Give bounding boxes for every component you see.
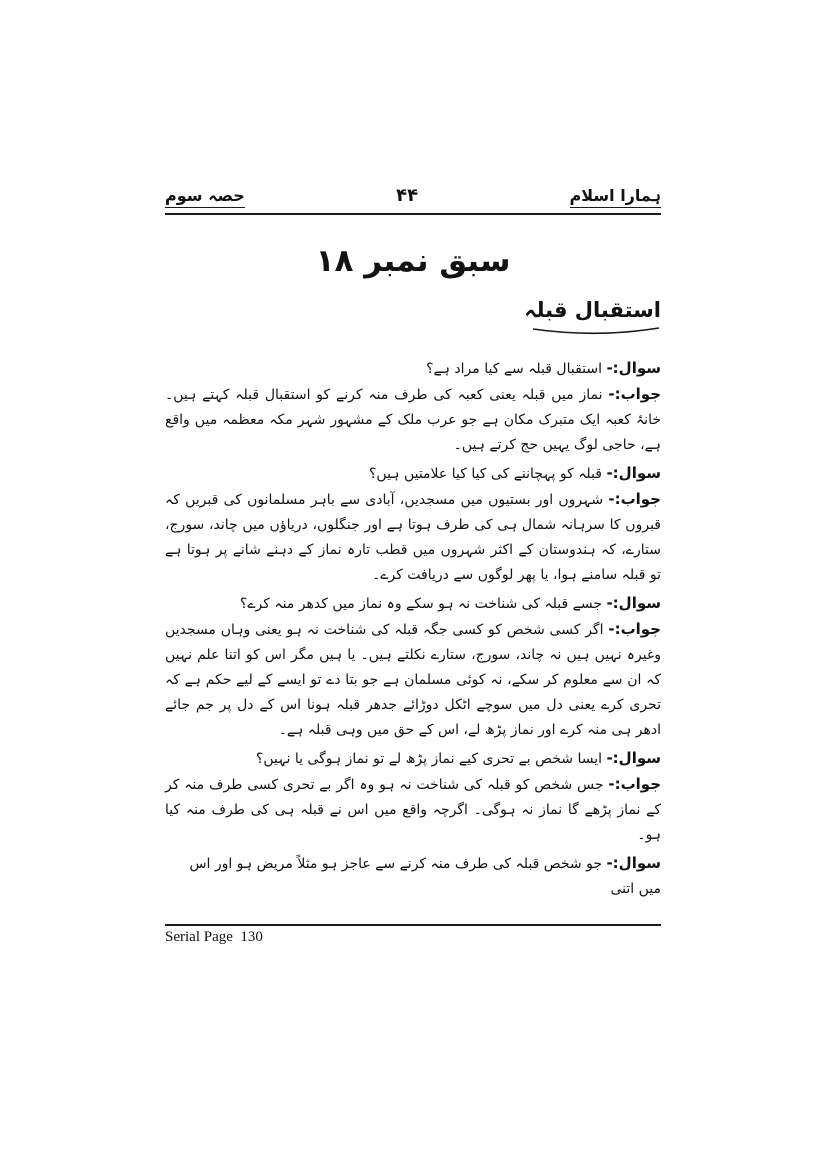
answer-label: جواب:- [608, 489, 661, 508]
question-label: سوال:- [606, 748, 661, 767]
question-text: قبلہ کو پہچاننے کی کیا کیا علامتیں ہیں؟ [368, 465, 602, 482]
question-line [165, 746, 661, 772]
running-header [165, 186, 661, 215]
answer-text: شہروں اور بستیوں میں مسجدیں، آبادی سے باہر مسلمانوں کی قبریں کہ قبروں کا سرہانہ شمال ہی کی طرف ہوتا ہے اور جنگلوں، دریاؤں میں چاند، سورج، ستارے، کہ ہندوستان کے اکثر شہروں میں قطب تارہ نماز کے دہنے شانے پر ہوتا ہے تو قبلہ سامنے ہوا، یا پھر لوگوں سے دریافت کرے۔ [165, 491, 661, 583]
question-label: سوال:- [606, 853, 661, 872]
answer-text: اگر کسی شخص کو کسی جگہ قبلہ کی شناخت نہ ہو یعنی وہاں مسجدیں وغیرہ نہیں ہیں نہ چاند، سورج، ستارے نکلتے ہیں۔ یا ہیں مگر اس کو اتنا علم نہیں کہ ان سے معلوم کر سکے، نہ کوئی مسلمان ہے جو بتا دے تو ایسے کے لیے حکم ہے کہ تحری کرے یعنی دل میں سوچے اٹکل دوڑائے جدھر قبلہ ہونا اس کے دل پر جم جائے ادھر ہی منہ کرے اور نماز پڑھ لے، اس کے حق میں وہی قبلہ ہے۔ [165, 621, 661, 738]
answer-paragraph [165, 382, 661, 458]
serial-page-footer: Serial Page 130 [165, 924, 661, 946]
lesson-body [165, 356, 661, 916]
question-line [165, 591, 661, 617]
question-label: سوال:- [606, 463, 661, 482]
answer-label: جواب:- [608, 384, 662, 403]
lesson-title: سبق نمبر ۱۸ [315, 243, 511, 279]
question-text: ایسا شخص بے تحری کیے نماز پڑھ لے تو نماز ہوگی یا نہیں؟ [255, 750, 602, 767]
answer-paragraph [165, 772, 661, 848]
question-line [165, 461, 661, 487]
answer-label: جواب:- [608, 774, 662, 793]
subtitle-flourish-underline [531, 326, 661, 336]
question-text: جو شخص قبلہ کی طرف منہ کرنے سے عاجز ہو مثلاً مریض ہو اور اس میں اتنی [189, 855, 661, 897]
question-text: جسے قبلہ کی شناخت نہ ہو سکے وہ نماز میں کدھر منہ کرے؟ [239, 595, 602, 612]
question-line [165, 356, 661, 382]
answer-paragraph [165, 487, 661, 588]
question-label: سوال:- [606, 593, 661, 612]
lesson-subtitle: استقبال قبلہ [524, 298, 661, 323]
header-part-label: حصہ سوم [165, 186, 245, 208]
header-book-title: ہمارا اسلام [570, 186, 661, 208]
answer-paragraph [165, 617, 661, 743]
lesson-subtitle-block [524, 297, 661, 335]
answer-text: نماز میں قبلہ یعنی کعبہ کی طرف منہ کرنے کو استقبال قبلہ کہتے ہیں۔ خانۂ کعبہ ایک متبرک مکان ہے جو عرب ملک کے مشہور شہر مکہ معظمہ میں واقع ہے، حاجی لوگ یہیں حج کرتے ہیں۔ [165, 386, 661, 453]
question-line [165, 851, 661, 902]
question-label: سوال:- [606, 358, 661, 377]
answer-label: جواب:- [608, 619, 661, 638]
answer-text: جس شخص کو قبلہ کی شناخت نہ ہو وہ اگر بے تحری کسی طرف منہ کر کے نماز پڑھے گا نماز نہ ہوگی۔ اگرچہ واقع میں اس نے قبلہ ہی کی طرف منہ کیا ہو۔ [165, 776, 661, 843]
question-text: استقبال قبلہ سے کیا مراد ہے؟ [426, 360, 602, 377]
header-page-number: ۴۴ [396, 185, 419, 206]
